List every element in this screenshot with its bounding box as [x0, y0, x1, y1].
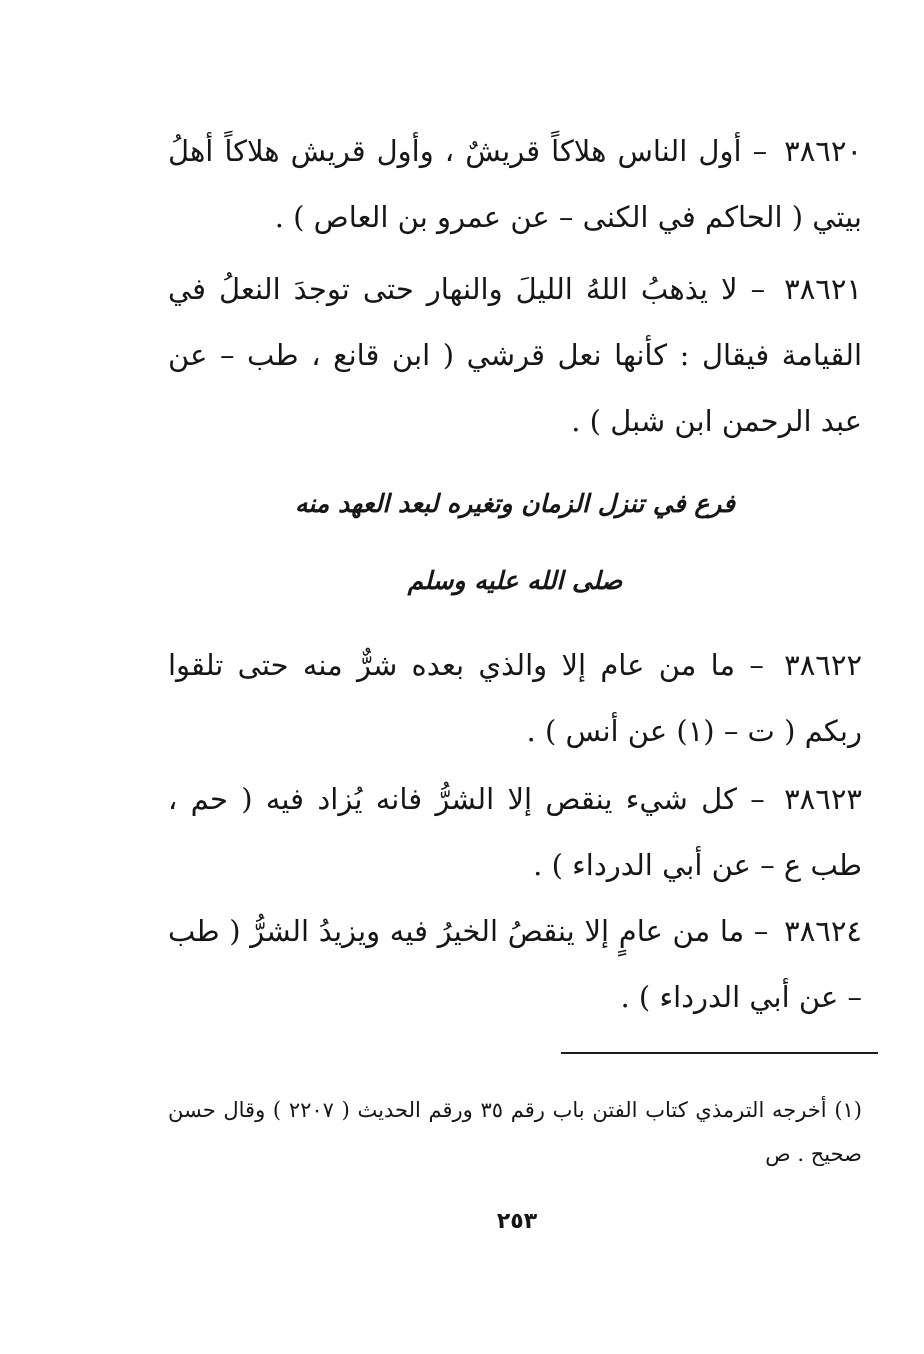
hadith-dash: – [753, 914, 769, 948]
hadith-38622 [168, 632, 862, 764]
hadith-text: ما من عام إلا والذي بعده شرٌّ منه حتى تلقوا ربكم ( ت – (١) عن أنس ) . [168, 648, 862, 748]
hadith-number: ٣٨٦٢٢ [784, 648, 863, 682]
hadith-dash: – [750, 782, 765, 816]
hadith-dash: – [749, 648, 764, 682]
hadith-38621 [168, 256, 862, 454]
hadith-number: ٣٨٦٢١ [784, 272, 863, 306]
hadith-38623 [168, 766, 862, 898]
hadith-text: أول الناس هلاكاً قريشٌ ، وأول قريش هلاكاً أهلُ بيتي ( الحاكم في الكنى – عن عمرو بن العاص ) . [168, 134, 862, 234]
hadith-dash: – [752, 134, 768, 168]
hadith-text: كل شيء ينقص إلا الشرُّ فانه يُزاد فيه ( حم ، طب ع – عن أبي الدرداء ) . [168, 782, 862, 882]
hadith-number: ٣٨٦٢٠ [784, 134, 863, 168]
hadith-number: ٣٨٦٢٣ [784, 782, 862, 816]
footnote: (١) أخرجه الترمذي كتاب الفتن باب رقم ٣٥ ورقم الحديث ( ٢٢٠٧ ) وقال حسن صحيح . ص [168, 1098, 862, 1166]
footnote-divider [561, 1052, 878, 1054]
hadith-text: ما من عامٍ إلا ينقصُ الخيرُ فيه ويزيدُ الشرُّ ( طب – عن أبي الدرداء ) . [168, 914, 862, 1014]
page-number: ٢٥٣ [496, 1209, 538, 1234]
hadith-dash: – [750, 272, 766, 306]
section-heading-line-2: صلى الله عليه وسلم [407, 566, 623, 595]
hadith-38620 [168, 118, 862, 250]
hadith-text: لا يذهبُ اللهُ الليلَ والنهار حتى توجدَ النعلُ في القيامة فيقال : كأنها نعل قرشي ( ابن قانع ، طب – عن عبد الرحمن ابن شبل ) . [168, 272, 862, 438]
hadith-number: ٣٨٦٢٤ [784, 914, 863, 948]
section-heading-line-1: فرع في تنزل الزمان وتغيره لبعد العهد منه [294, 489, 736, 518]
hadith-38624 [168, 898, 862, 1030]
